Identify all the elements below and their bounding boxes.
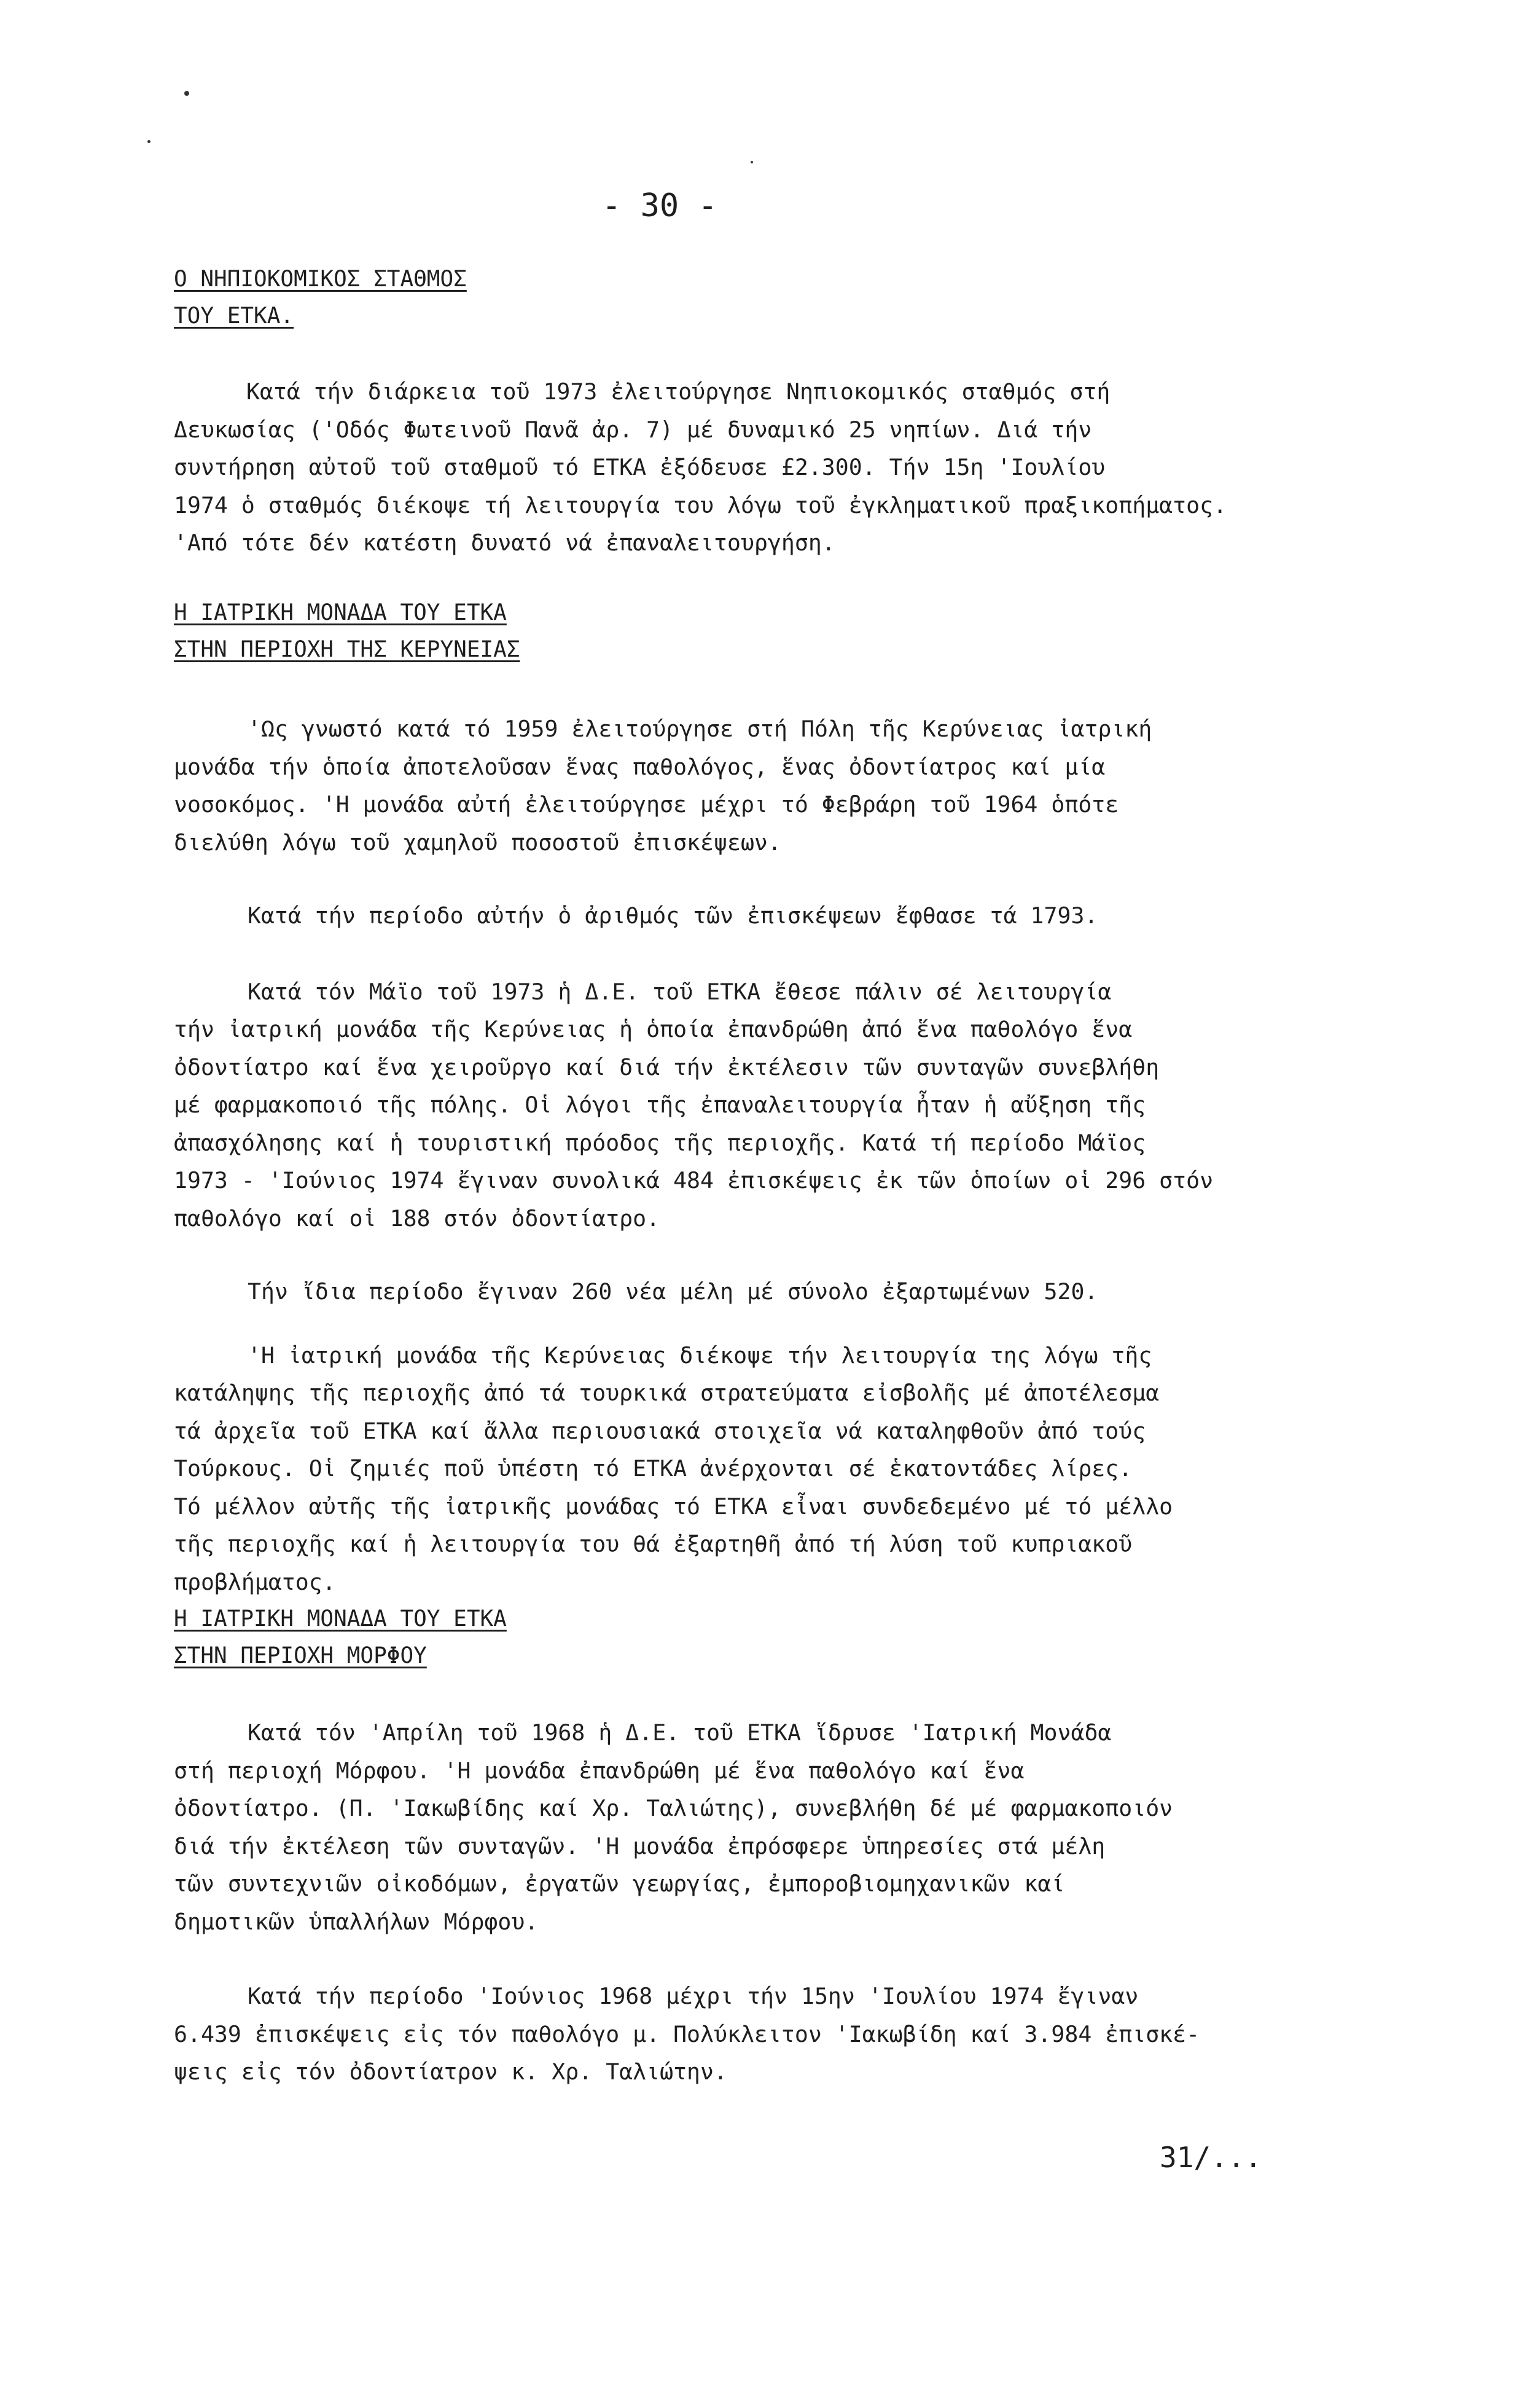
section-kyrenia-unit (174, 595, 1372, 1601)
text-line: διά τήν ἐκτέλεση τῶν συνταγῶν. 'Η μονάδα ἐπρόσφερε ὑπηρεσίες στά μέλη (174, 1832, 1106, 1859)
text-line: συντήρηση αὐτοῦ τοῦ σταθμοῦ τό ΕΤΚΑ ἐξόδευσε £2.300. Τήν 15η 'Ιουλίου (174, 454, 1106, 480)
page-number: - 30 - (602, 187, 717, 224)
text-line: νοσοκόμος. 'Η μονάδα αὐτή ἐλειτούργησε μέχρι τό Φεβράρη τοῦ 1964 ὁπότε (174, 791, 1119, 818)
paragraph (174, 373, 1372, 562)
text-line: Κατά τήν περίοδο 'Ιούνιος 1968 μέχρι τήν 15ην 'Ιουλίου 1974 ἔγιναν (248, 1983, 1139, 2009)
text-line: Κατά τόν 'Απρίλη τοῦ 1968 ἡ Δ.Ε. τοῦ ΕΤΚΑ ἵδρυσε 'Ιατρική Μονάδα (248, 1719, 1112, 1746)
paragraph (174, 1337, 1372, 1601)
paragraph (174, 973, 1372, 1238)
text-line: στή περιοχή Μόρφου. 'Η μονάδα ἐπανδρώθη μέ ἕνα παθολόγο καί ἕνα (174, 1757, 1025, 1784)
text-line: 1974 ὁ σταθμός διέκοψε τή λειτουργία του λόγω τοῦ ἐγκληματικοῦ πραξικοπήματος. (174, 491, 1227, 518)
text-line: Τούρκους. Οἱ ζημιές ποῦ ὑπέστη τό ΕΤΚΑ ἀνέρχονται σέ ἑκατοντάδες λίρες. (174, 1455, 1133, 1482)
section-morphou-unit (174, 1601, 1372, 2091)
scan-speck (147, 140, 150, 143)
paragraph (174, 1714, 1372, 1941)
text-line: μέ φαρμακοποιό τῆς πόλης. Οἱ λόγοι τῆς ἐπαναλειτουργία ἦταν ἡ αὔξηση τῆς (174, 1092, 1146, 1118)
heading-line: ΣΤΗΝ ΠΕΡΙΟΧΗ ΤΗΣ ΚΕΡΥΝΕΙΑΣ (174, 637, 520, 662)
text-line: διελύθη λόγω τοῦ χαμηλοῦ ποσοστοῦ ἐπισκέψεων. (174, 829, 781, 856)
text-line: 6.439 ἐπισκέψεις εἰς τόν παθολόγο μ. Πολύκλειτον 'Ιακωβίδη καί 3.984 ἐπισκέ- (174, 2020, 1200, 2047)
text-line: δημοτικῶν ὑπαλλήλων Μόρφου. (174, 1908, 539, 1935)
section-nursery (174, 261, 1372, 562)
section-heading (174, 1601, 1372, 1675)
text-line: Τό μέλλον αὐτῆς τῆς ἰατρικῆς μονάδας τό ΕΤΚΑ εἶναι συνδεδεμένο μέ τό μέλλο (174, 1493, 1173, 1520)
heading-line: Η ΙΑΤΡΙΚΗ ΜΟΝΑΔΑ ΤΟΥ ΕΤΚΑ (174, 600, 507, 625)
continuation-marker: 31/... (1160, 2141, 1262, 2174)
heading-line: Η ΙΑΤΡΙΚΗ ΜΟΝΑΔΑ ΤΟΥ ΕΤΚΑ (174, 1606, 507, 1632)
section-heading (174, 595, 1372, 668)
text-line: τῆς περιοχῆς καί ἡ λειτουργία του θά ἐξαρτηθῆ ἀπό τή λύση τοῦ κυπριακοῦ (174, 1531, 1133, 1557)
text-line: 'Από τότε δέν κατέστη δυνατό νά ἐπαναλειτουργήση. (174, 530, 835, 556)
text-line: παθολόγο καί οἱ 188 στόν ὀδοντίατρο. (174, 1205, 660, 1232)
text-line: προβλήματος. (174, 1568, 336, 1595)
text-line: Κατά τόν Μάϊο τοῦ 1973 ἡ Δ.Ε. τοῦ ΕΤΚΑ ἔθεσε πάλιν σέ λειτουργία (248, 978, 1112, 1005)
text-line: ὀδοντίατρο. (Π. 'Ιακωβίδης καί Χρ. Ταλιώτης), συνεβλήθη δέ μέ φαρμακοποιόν (174, 1795, 1173, 1821)
text-line: Τήν ἴδια περίοδο ἔγιναν 260 νέα μέλη μέ σύνολο ἐξαρτωμένων 520. (248, 1278, 1098, 1305)
text-line: 'Η ἰατρική μονάδα τῆς Κερύνειας διέκοψε τήν λειτουργία της λόγω τῆς (248, 1342, 1152, 1369)
paragraph (174, 710, 1372, 861)
scan-speck (751, 161, 753, 163)
heading-line: ΤΟΥ ΕΤΚΑ. (174, 303, 294, 329)
scan-speck (184, 91, 189, 96)
text-line: Δευκωσίας ('Οδός Φωτεινοῦ Πανᾶ ἀρ. 7) μέ δυναμικό 25 νηπίων. Διά τήν (174, 416, 1092, 443)
heading-line: ΣΤΗΝ ΠΕΡΙΟΧΗ ΜΟΡΦΟΥ (174, 1643, 427, 1668)
paragraph (174, 897, 1372, 935)
text-line: τά ἀρχεῖα τοῦ ΕΤΚΑ καί ἄλλα περιουσιακά στοιχεῖα νά καταληφθοῦν ἀπό τούς (174, 1417, 1146, 1444)
text-line: ἀπασχόλησης καί ἡ τουριστική πρόοδος τῆς περιοχῆς. Κατά τή περίοδο Μάϊος (174, 1129, 1146, 1156)
text-line: μονάδα τήν ὁποία ἀποτελοῦσαν ἕνας παθολόγος, ἕνας ὀδοντίατρος καί μία (174, 753, 1106, 780)
text-line: τήν ἰατρική μονάδα τῆς Κερύνειας ἡ ὁποία ἐπανδρώθη ἀπό ἕνα παθολόγο ἕνα (174, 1016, 1133, 1042)
text-line: ψεις εἰς τόν ὀδοντίατρον κ. Χρ. Ταλιώτην. (174, 2058, 727, 2085)
paragraph (174, 1977, 1372, 2091)
text-line: 1973 - 'Ιούνιος 1974 ἔγιναν συνολικά 484 ἐπισκέψεις ἐκ τῶν ὁποίων οἱ 296 στόν (174, 1167, 1214, 1194)
paragraph (174, 1273, 1372, 1311)
text-line: Κατά τήν περίοδο αὐτήν ὁ ἀριθμός τῶν ἐπισκέψεων ἔφθασε τά 1793. (248, 902, 1098, 929)
text-line: Κατά τήν διάρκεια τοῦ 1973 ἐλειτούργησε Νηπιοκομικός σταθμός στή (246, 378, 1111, 405)
text-line: κατάληψης τῆς περιοχῆς ἀπό τά τουρκικά στρατεύματα εἰσβολῆς μέ ἀποτέλεσμα (174, 1380, 1160, 1406)
section-heading (174, 261, 1372, 335)
text-line: τῶν συντεχνιῶν οἰκοδόμων, ἐργατῶν γεωργίας, ἐμποροβιομηχανικῶν καί (174, 1871, 1065, 1897)
text-line: ὀδοντίατρο καί ἕνα χειροῦργο καί διά τήν ἐκτέλεσιν τῶν συνταγῶν συνεβλήθη (174, 1054, 1160, 1081)
text-line: 'Ως γνωστό κατά τό 1959 ἐλειτούργησε στή Πόλη τῆς Κερύνειας ἰατρική (248, 716, 1152, 742)
heading-line: Ο ΝΗΠΙΟΚΟΜΙΚΟΣ ΣΤΑΘΜΟΣ (174, 267, 467, 292)
